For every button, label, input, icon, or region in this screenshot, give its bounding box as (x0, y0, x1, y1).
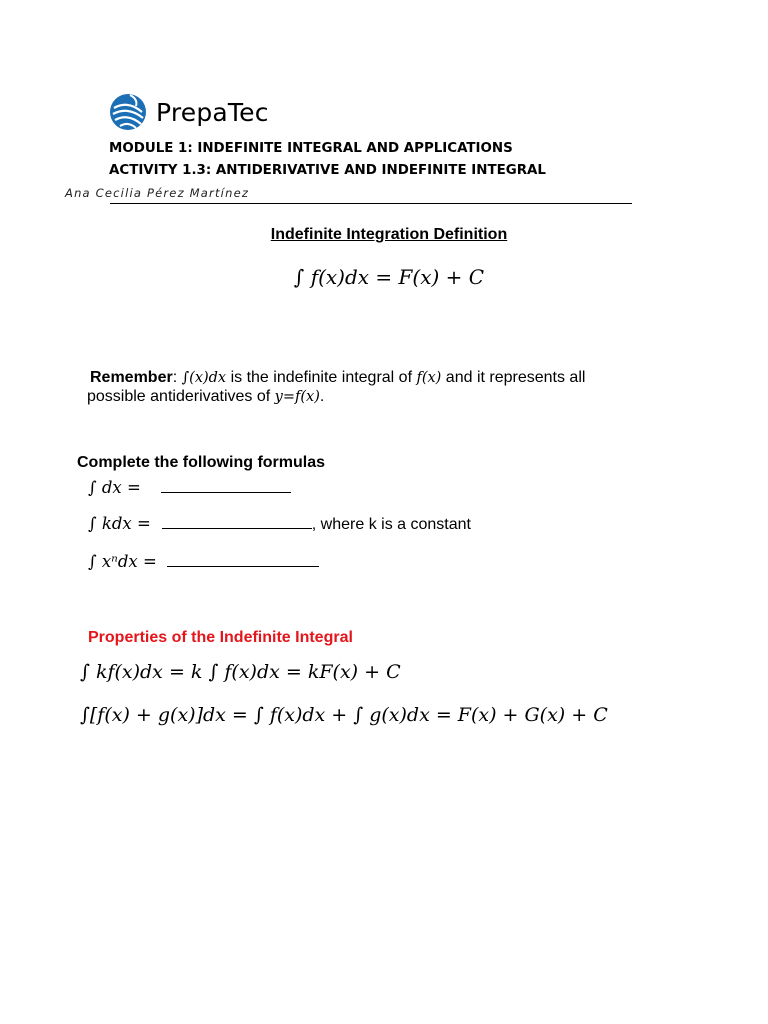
remember-paragraph: Remember: ∫(x)dx is the indefinite integral of f(x) and it represents all (90, 369, 586, 386)
student-name: Ana Cecilia Pérez Martínez (65, 186, 250, 200)
name-underline (110, 203, 632, 204)
answer-blank[interactable] (161, 478, 291, 493)
remember-label: Remember (90, 369, 173, 386)
properties-title: Properties of the Indefinite Integral (88, 629, 353, 646)
formula-xndx: ∫ xⁿdx = (88, 552, 319, 571)
formula-dx: ∫ dx = (88, 478, 291, 497)
definition-formula: ∫ f(x)dx = F(x) + C (293, 265, 485, 289)
remember-expr-f: f(x) (416, 370, 442, 386)
formula-kdx: ∫ kdx = , where k is a constant (88, 514, 471, 533)
remember-expr-integral: ∫(x)dx (181, 370, 227, 386)
flame-globe-icon (108, 90, 148, 134)
module-heading: MODULE 1: INDEFINITE INTEGRAL AND APPLICATIONS (109, 141, 513, 156)
answer-blank[interactable] (162, 514, 312, 529)
logo-text: PrepaTec (156, 97, 269, 127)
property-sum-rule: ∫[f(x) + g(x)]dx = ∫ f(x)dx + ∫ g(x)dx = F(x) + G(x) + C (80, 704, 608, 726)
remember-paragraph-line2: possible antiderivatives of y=f(x). (87, 388, 325, 405)
answer-blank[interactable] (167, 552, 319, 567)
prepatec-logo (108, 90, 269, 134)
definition-title: Indefinite Integration Definition (270, 226, 508, 243)
exercise-title: Complete the following formulas (77, 454, 326, 471)
activity-heading: ACTIVITY 1.3: ANTIDERIVATIVE AND INDEFINITE INTEGRAL (109, 163, 546, 178)
property-constant-multiple: ∫ kf(x)dx = k ∫ f(x)dx = kF(x) + C (80, 661, 401, 683)
remember-expr-y: y=f(x) (274, 389, 320, 405)
